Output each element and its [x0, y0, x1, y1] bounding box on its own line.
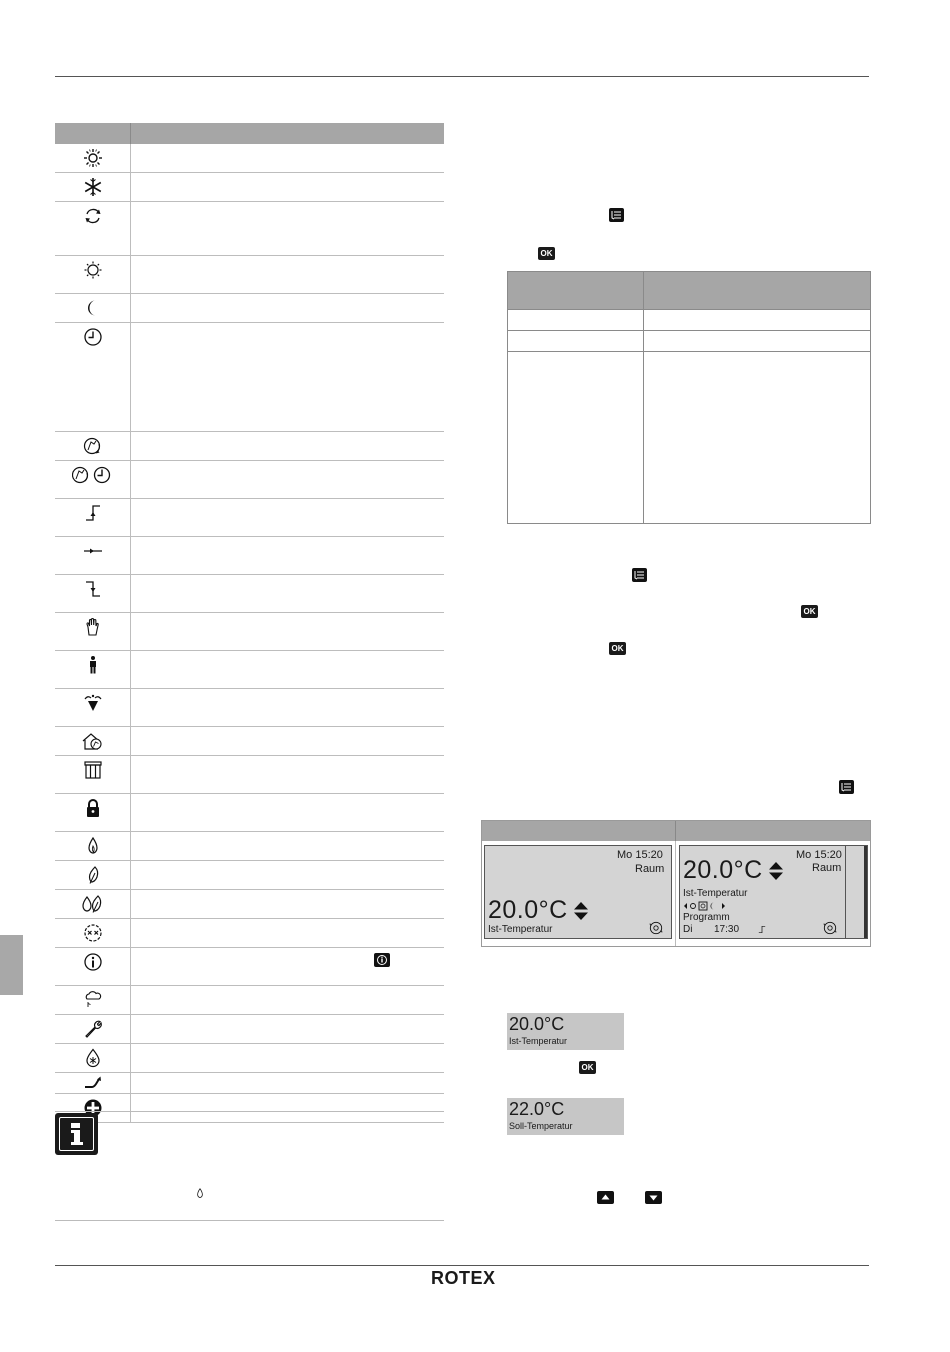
display-comparison-header [482, 821, 870, 841]
table-row [55, 861, 444, 890]
menu-key-icon [632, 568, 647, 582]
settings-table [507, 271, 871, 524]
display-location: Raum [635, 863, 665, 875]
mini-display-actual [507, 1013, 624, 1050]
table-row [55, 613, 444, 651]
mini-display-label: Soll-Temperatur [509, 1121, 573, 1131]
window-icon [83, 760, 103, 780]
table-row [55, 986, 444, 1015]
display-datetime: Mo 15:20 [796, 849, 842, 861]
ok-key-icon: OK [801, 605, 818, 618]
arrow-line-icon [83, 541, 103, 561]
table-row [55, 144, 444, 173]
settings-table-header [508, 272, 870, 309]
ok-key-icon: OK [609, 642, 626, 655]
person-icon [83, 655, 103, 675]
note-info-icon [55, 1113, 98, 1155]
house-icon [82, 731, 104, 751]
comfort-sun-icon [83, 260, 103, 280]
mini-display-setpoint [507, 1098, 624, 1135]
chapter-tab [0, 935, 23, 995]
table-row [55, 727, 444, 756]
weather-icon [83, 990, 103, 1010]
header-rule [55, 76, 869, 77]
table-row [55, 890, 444, 919]
down-key-icon [645, 1191, 662, 1204]
menu-key-icon [609, 208, 624, 222]
up-down-arrows-icon [768, 861, 784, 881]
table-row [55, 1073, 444, 1094]
table-row [55, 323, 444, 432]
flame-icon [83, 836, 103, 856]
table-row [55, 537, 444, 575]
rotary-knob-icon [823, 921, 837, 935]
error-icon [83, 923, 103, 943]
drop-icon [83, 1048, 103, 1068]
table-row [55, 919, 444, 948]
table-row [55, 294, 444, 323]
double-flame-icon [81, 894, 105, 914]
table-row [55, 432, 444, 461]
clock-icon [83, 327, 103, 347]
mini-display-temperature: 20.0°C [509, 1014, 565, 1034]
mini-display-label: Ist-Temperatur [509, 1036, 568, 1046]
icon-table [55, 123, 444, 1123]
table-row [55, 794, 444, 832]
sun-icon [83, 148, 103, 168]
ok-key-icon: OK [579, 1061, 596, 1074]
display-label: Ist-Temperatur [683, 888, 748, 899]
ok-key-icon: OK [538, 247, 555, 260]
table-row [55, 461, 444, 499]
up-down-arrows-icon [573, 901, 589, 921]
brand-logo: ROTEX [431, 1268, 496, 1288]
table-row [55, 651, 444, 689]
menu-key-icon [839, 780, 854, 794]
table-row [55, 1015, 444, 1044]
display-day: Di [683, 924, 693, 935]
lock-icon [83, 798, 103, 818]
note-rule-top [55, 1111, 444, 1112]
step-icon [758, 925, 766, 934]
display-label: Ist-Temperatur [488, 924, 553, 935]
table-row [55, 499, 444, 537]
up-key-icon [597, 1191, 614, 1204]
moon-icon [83, 298, 103, 318]
display-temperature: 20.0°C [488, 896, 568, 924]
info-icon [83, 952, 103, 972]
table-row [55, 575, 444, 613]
display-temperature: 20.0°C [683, 856, 763, 884]
table-row [55, 1044, 444, 1073]
hand-icon [83, 617, 103, 637]
step-up-icon [83, 503, 103, 523]
table-row [55, 1094, 444, 1123]
display-datetime: Mo 15:20 [617, 849, 663, 861]
schedule-icon [83, 436, 103, 456]
table-row [55, 202, 444, 256]
table-row [55, 948, 444, 986]
display-standard [484, 845, 672, 939]
schedule-clock-icon [72, 465, 112, 485]
rotary-knob-icon [649, 921, 663, 935]
auto-changeover-icon [83, 206, 103, 226]
display-program-label: Programm [683, 912, 730, 923]
mode-icons-strip [683, 901, 731, 911]
table-row [55, 173, 444, 202]
table-row [55, 832, 444, 861]
display-time: 17:30 [714, 924, 740, 935]
display-extended [679, 845, 868, 939]
flame-icon [196, 1188, 204, 1199]
wrench-icon [83, 1019, 103, 1039]
table-row [55, 689, 444, 727]
table-row [55, 256, 444, 294]
step-down-icon [83, 579, 103, 599]
mini-display-temperature: 22.0°C [509, 1099, 565, 1119]
defrost-icon [83, 693, 103, 713]
info-key-icon [374, 953, 390, 967]
note-rule-bottom [55, 1220, 444, 1221]
display-location: Raum [812, 862, 842, 874]
snowflake-icon [83, 177, 103, 197]
table-row [55, 756, 444, 794]
icon-table-header [55, 123, 444, 144]
pipe-icon [83, 1073, 103, 1093]
display-comparison [481, 820, 871, 947]
footer-rule [55, 1265, 869, 1266]
leaf-flame-icon [83, 865, 103, 885]
